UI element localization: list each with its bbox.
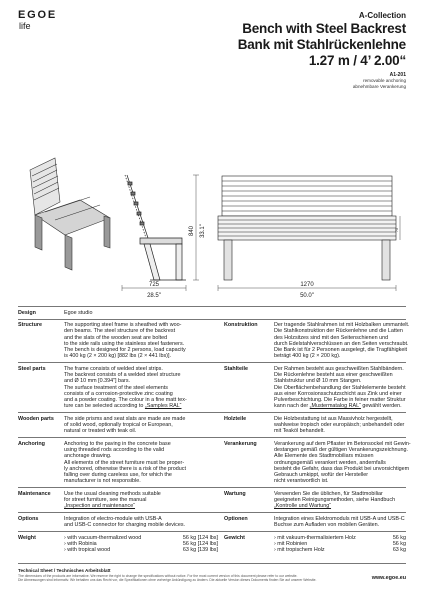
footer-disclaimer-de: Die Abmessungen sind informativ. Wir behalten uns das Recht vor, die Spezifikationen ohne vorherige Ankündigung zu ändern. Die aktuelle Version dieses Dokuments finden Sie auf unserer Website.	[18, 577, 317, 582]
weight-list-en	[64, 535, 224, 554]
text-line: The backrest consists of a welded steel structure	[64, 372, 181, 379]
text-line: The surface treatment of the steel elements	[64, 384, 168, 391]
width-mm-label: 1270	[300, 282, 314, 288]
text-line: Die Oberflächenbehandlung der Stahlelemente besteht	[274, 384, 406, 391]
title-size: 1.27 m / 4’ 2.00“	[308, 53, 406, 68]
article-number: A1-201	[389, 72, 406, 78]
spec-row-steel-parts	[18, 362, 406, 412]
text-line: consists of a corrosion-protective zinc coating	[64, 390, 173, 397]
footer-disclaimer-en: The dimensions of the products are informative. We reserve the right to change the specifications without notice. For the most current version of this document please refer to our website.	[18, 573, 298, 578]
spec-row-options	[18, 512, 406, 531]
text-line: wahlweise tropisch oder europäisch; unbehandelt oder	[274, 422, 405, 429]
height-in-label: 33.1"	[200, 224, 206, 238]
maintenance-label: Maintenance	[18, 490, 51, 497]
text-line: des Holzsitzes sind mit den Seitenschienen und	[274, 334, 389, 341]
text-line: and USB-C connector for charging mobile devices.	[64, 522, 186, 529]
structure-text-de	[274, 322, 409, 359]
text-line: and Ø 10 mm [0.394"] bars.	[64, 378, 131, 385]
text-line: Die Bank ist für 2 Personen ausgelegt, die Tragfähigkeit	[274, 347, 408, 354]
brand-name: EGOE	[18, 9, 57, 21]
weight-label: Weight	[18, 534, 36, 541]
website-link[interactable]: www.egoe.eu	[371, 575, 406, 581]
spec-row-structure	[18, 319, 410, 363]
text-line: Verwenden Sie die üblichen, für Stadtmobiliar	[274, 490, 383, 497]
weight-item-name: › mit vakuum-thermalisiertem Holz	[274, 534, 356, 541]
width-in-label: 50.0"	[300, 293, 314, 299]
text-line: The frame consists of welded steel strips.	[64, 365, 163, 372]
options-text-en	[64, 516, 224, 528]
text-line: Buchse zum Aufladen von mobilen Geräten.	[274, 522, 380, 529]
specifications-table	[18, 306, 411, 557]
options-text-de	[274, 516, 406, 528]
design-label: Design	[18, 309, 36, 316]
anchoring-label: Anchoring	[18, 440, 45, 447]
text-line: ordnungsgemäß verankert werden, andernfalls	[274, 459, 386, 466]
text-line: Der tragende Stahlrahmen ist mit Holzbalken ummantelt.	[274, 322, 410, 329]
weight-item-value: 63 kg [139 lbs]	[182, 547, 218, 554]
wooden-parts-text-de	[274, 416, 406, 435]
side-view	[125, 175, 186, 280]
weight-item-value: 56 kg	[392, 541, 406, 548]
document-header	[146, 10, 406, 90]
text-line: Die Rückenlehne besteht aus einer geschweißten	[274, 372, 393, 379]
weight-list-de	[274, 535, 406, 554]
anchoring-text-en	[64, 441, 224, 484]
text-line: using threaded rods according to the valid	[64, 447, 165, 454]
weight-item	[64, 547, 218, 553]
text-line: for street furniture, see the manual	[64, 497, 147, 504]
text-line: falling over during careless use, for which the	[64, 471, 172, 478]
text-line: ly anchored, otherwise there is a risk of the product	[64, 465, 186, 472]
inspection-maintenance-link[interactable]: „Inspection and maintenance“	[64, 503, 136, 510]
text-line: den beams. The steel structure of the backrest	[64, 328, 176, 335]
text-line: Integration eines Elektromoduls mit USB-A und USB-C	[274, 515, 405, 522]
text-line: geeigneten Reinigungsmethoden, siehe Handbuch	[274, 497, 396, 504]
structure-label: Structure	[18, 322, 42, 329]
text-line: manufacturer is not responsible.	[64, 478, 141, 485]
text-line-start: ture can be selected according to	[64, 403, 145, 410]
text-line: beträgt 400 kg (2 × 200 kg).	[274, 353, 341, 360]
text-line: Gebrauch umkippt, wofür der Hersteller	[274, 471, 369, 478]
wartung-label: Wartung	[224, 490, 246, 497]
steel-parts-text-de	[274, 366, 406, 409]
text-line: Alle Elemente des Stadtmobiliars müssen	[274, 453, 374, 460]
samples-ral-link[interactable]: „Samples RAL“	[144, 403, 182, 410]
text-line: Die Stahlkonstruktion der Rückenlehne und die Latten	[274, 328, 403, 335]
design-value: Egoe studio	[64, 309, 93, 316]
konstruktion-label: Konstruktion	[224, 322, 258, 329]
weight-item-name: › with tropical wood	[64, 547, 111, 554]
weight-item	[274, 547, 406, 553]
text-line	[64, 403, 218, 409]
text-line: Use the usual cleaning methods suitable	[64, 490, 161, 497]
weight-item-name: › mit tropischem Holz	[274, 547, 325, 554]
text-line: and the slats of the wooden seat are bolted	[64, 334, 168, 341]
text-line: mit Teaköl behandelt.	[274, 428, 325, 435]
text-line: Anchoring to the paving in the concrete base	[64, 440, 171, 447]
footer-title: Technical Sheet / Technisches Arbeitsblatt	[18, 568, 111, 573]
text-line: is 400 kg (2 × 200 kg) [882 lbs (2 × 441 lbs)].	[64, 353, 171, 360]
height-mm-label: 840	[189, 225, 195, 237]
text-line: destangen gemäß der gültigen Verankerungszeichnung.	[274, 447, 408, 454]
steel-parts-text-en	[64, 366, 224, 409]
optionen-label: Optionen	[224, 515, 248, 522]
maintenance-text-en	[64, 491, 224, 510]
weight-item-name: › with vacuum-thermalized wood	[64, 534, 142, 541]
weight-item-value: 56 kg [124 lbs]	[182, 534, 218, 541]
weight-item-name: › mit Robinien	[274, 541, 308, 548]
depth-in-label: 28.5"	[147, 293, 161, 299]
perspective-view	[30, 158, 110, 270]
text-line: The side prisms and seat slats are made are made	[64, 415, 186, 422]
weight-item-value: 56 kg	[392, 534, 406, 541]
brand-logo	[18, 10, 57, 31]
title-de: Bank mit Stahlrückenlehne	[237, 37, 406, 52]
spec-row-anchoring	[18, 437, 411, 487]
text-line: The bench is designed for 2 persons, load capacity	[64, 347, 186, 354]
text-line: of solid wood, optionally tropical or European,	[64, 422, 173, 429]
spec-row-wooden-parts	[18, 412, 406, 437]
seat-dimension-label: 75	[395, 228, 399, 232]
weight-item-value: 56 kg [124 lbs]	[182, 541, 218, 548]
holzteile-label: Holzteile	[224, 415, 247, 422]
spec-row-weight	[18, 531, 406, 556]
brand-sub: life	[19, 21, 31, 31]
verankerung-label: Verankerung	[224, 440, 257, 447]
anchoring-text-de	[274, 441, 411, 484]
text-line: nicht verantwortlich ist.	[274, 478, 329, 485]
text-line: durch Edelstahlverschlüssen an den Seiten verschraubt.	[274, 340, 409, 347]
stahlteile-label: Stahlteile	[224, 365, 248, 372]
anchoring-note-de: abnehmbare Verankerung	[352, 84, 406, 89]
kontrolle-wartung-link[interactable]: „Kontrolle und Wartung“	[274, 503, 332, 510]
spec-row-maintenance	[18, 487, 406, 512]
text-line: All elements of the street furniture must be proper-	[64, 459, 185, 466]
text-line	[274, 403, 406, 409]
maintenance-text-de	[274, 491, 406, 510]
footer	[18, 563, 406, 582]
structure-text-en	[64, 322, 224, 359]
text-line: The supporting steel frame is sheathed with woo-	[64, 322, 182, 329]
weight-item-name: › with Robinia	[64, 541, 97, 548]
wooden-parts-text-en	[64, 416, 224, 435]
text-line: aus einer Korrosionsschutzschicht aus Zink und einer	[274, 390, 402, 397]
weight-item-value: 63 kg	[392, 547, 406, 554]
wooden-parts-label: Wooden parts	[18, 415, 54, 422]
depth-mm-label: 725	[148, 282, 160, 288]
title-en: Bench with Steel Backrest	[242, 21, 406, 36]
text-line: Die Holzbestattung ist aus Massivholz hergestellt,	[274, 415, 393, 422]
text-line: Pulverbeschichtung. Die Farbe in feiner matter Struktur	[274, 396, 406, 403]
text-line-end: gewählt werden.	[360, 403, 402, 410]
options-label: Options	[18, 515, 39, 522]
text-line: natural or treated with teak oil.	[64, 428, 137, 435]
text-line: Der Rahmen besteht aus geschweißten Stahlbändern.	[274, 365, 404, 372]
text-line: besteht die Gefahr, dass das Produkt bei unvorsichtigem	[274, 465, 410, 472]
mustermatalog-ral-link[interactable]: „Mustermatalog RAL“	[309, 403, 361, 410]
spec-row-design	[18, 306, 406, 319]
collection-name: A-Collection	[358, 11, 406, 20]
steel-parts-label: Steel parts	[18, 365, 46, 372]
technical-drawing	[0, 130, 424, 305]
gewicht-label: Gewicht	[224, 534, 245, 541]
text-line: Integration of electro-module with USB-A	[64, 515, 162, 522]
text-line: Verankerung auf dem Pflaster im Betonsockel mit Gewin-	[274, 440, 411, 447]
anchoring-note-en: removable anchoring	[363, 78, 406, 83]
text-line: and a powder coating. The colour in a fine matt tex-	[64, 396, 187, 403]
text-line: Stahlstruktur und Ø 10 mm Stangen.	[274, 378, 362, 385]
text-line-start: kann nach der	[274, 403, 310, 410]
front-view	[218, 176, 396, 280]
text-line: anchorage drawing.	[64, 453, 112, 460]
text-line: to the side rails using the stainless steel fasteners.	[64, 340, 185, 347]
